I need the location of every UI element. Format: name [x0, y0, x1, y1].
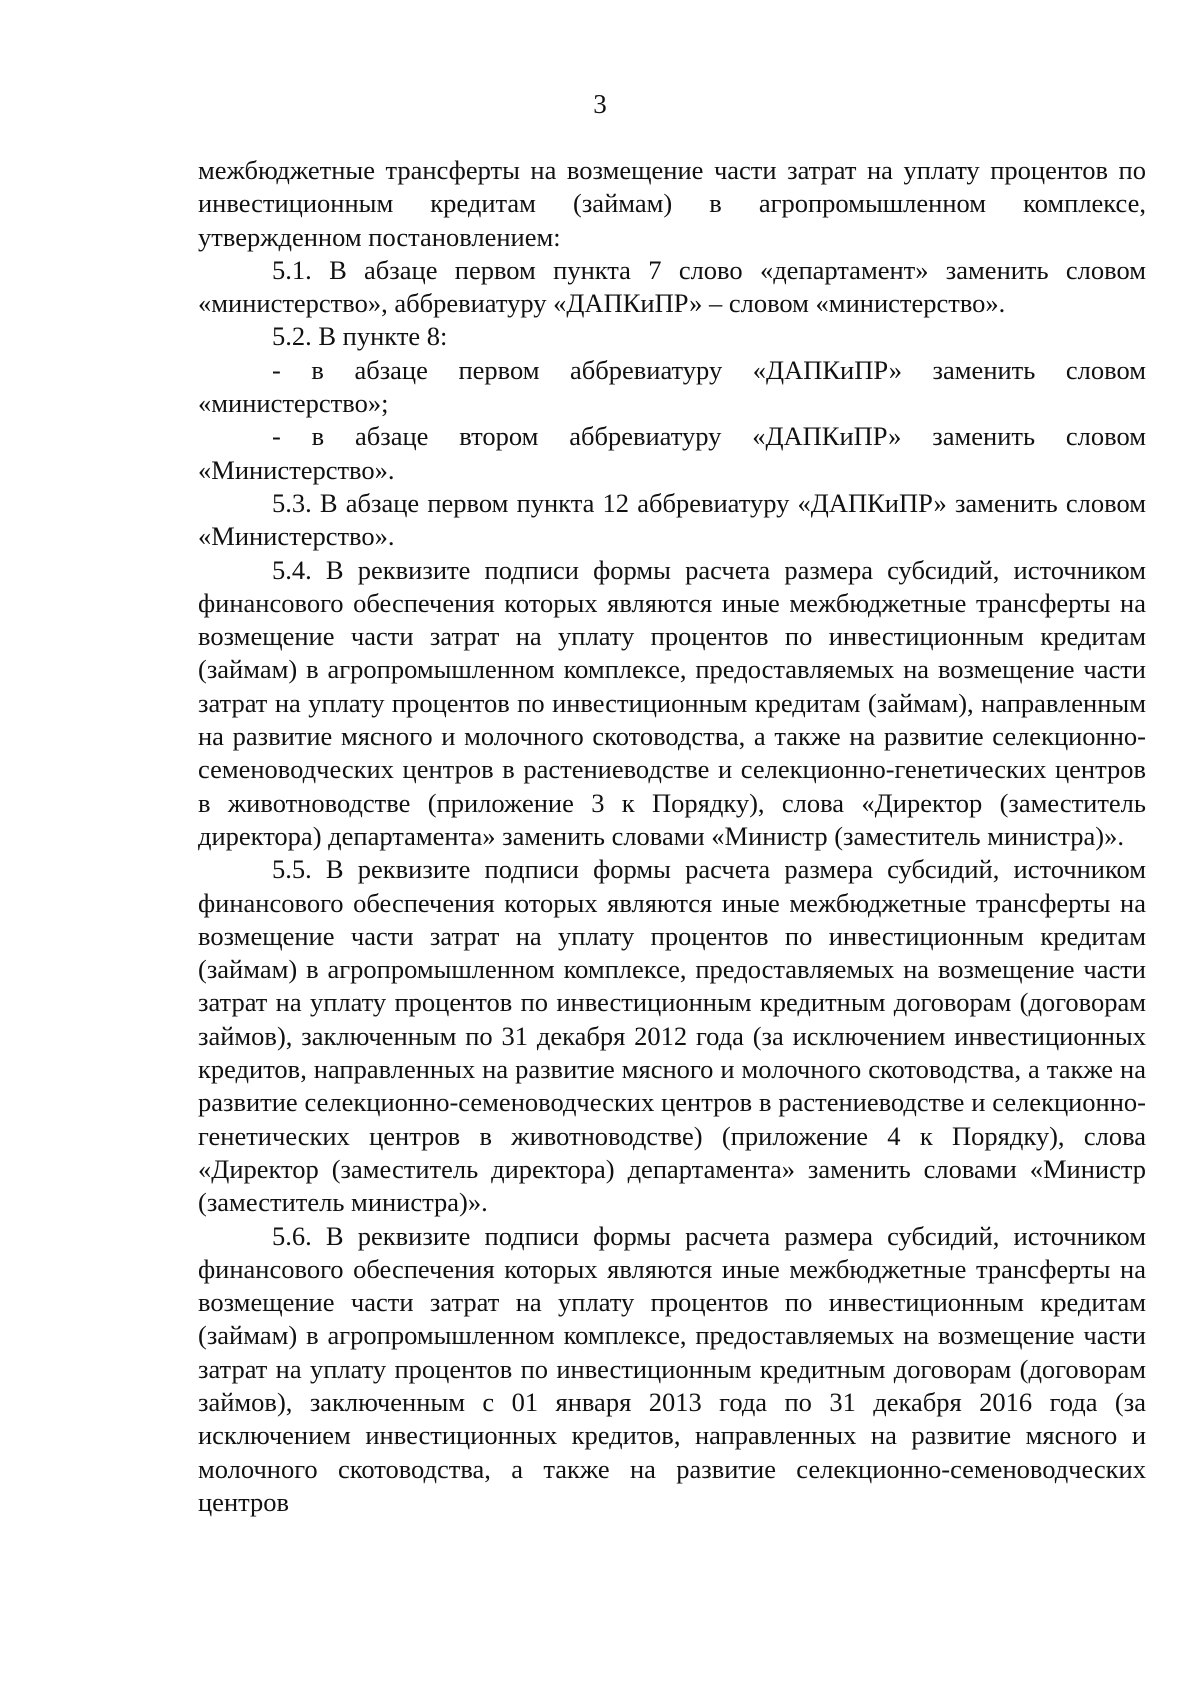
paragraph-5-4: 5.4. В реквизите подписи формы расчета размера субсидий, источником финансового обеспечения которых являются иные межбюджетные трансферты на возмещение части затрат на уплату процентов по инвестиционным кредитам (займам) в агропромышленном комплексе, предоставляемых на возмещение части затрат на уплату процентов по инвестиционным кредитам (займам), направленным на развитие мясного и молочного скотоводства, а также на развитие селекционно-семеноводческих центров в растениеводстве и селекционно-генетических центров в животноводстве (приложение 3 к Порядку), слова «Директор (заместитель директора) департамента» заменить словами «Министр (заместитель министра)». [198, 554, 1146, 851]
page-number: 3 [593, 89, 607, 119]
paragraph-5-5: 5.5. В реквизите подписи формы расчета размера субсидий, источником финансового обеспечения которых являются иные межбюджетные трансферты на возмещение части затрат на уплату процентов по инвестиционным кредитам (займам) в агропромышленном комплексе, предоставляемых на возмещение части затрат на уплату процентов по инвестиционным кредитным договорам (договорам займов), заключенным по 31 декабря 2012 года (за исключением инвестиционных кредитов, направленных на развитие мясного и молочного скотоводства, а также на развитие селекционно-семеноводческих центров в растениеводстве и селекционно-генетических центров в животноводстве) (приложение 4 к Порядку), слова «Директор (заместитель директора) департамента» заменить словами «Министр (заместитель министра)». [198, 854, 1146, 1218]
document-body [198, 154, 1146, 1519]
paragraph-5-6: 5.6. В реквизите подписи формы расчета размера субсидий, источником финансового обеспечения которых являются иные межбюджетные трансферты на возмещение части затрат на уплату процентов по инвестиционным кредитам (займам) в агропромышленном комплексе, предоставляемых на возмещение части затрат на уплату процентов по инвестиционным кредитным договорам (договорам займов), заключенным с 01 января 2013 года по 31 декабря 2016 года (за исключением инвестиционных кредитов, направленных на развитие мясного и молочного скотоводства, а также на развитие селекционно-семеноводческих центров [198, 1220, 1146, 1517]
paragraph-5-2: 5.2. В пункте 8: [272, 321, 448, 352]
paragraph-5-2-second-abzac: - в абзаце втором аббревиатуру «ДАПКиПР» заменить словом «Министерство». [198, 421, 1146, 485]
paragraph-5-3: 5.3. В абзаце первом пункта 12 аббревиатуру «ДАПКиПР» заменить словом «Министерство». [198, 487, 1146, 552]
paragraph-intro-continuation: межбюджетные трансферты на возмещение части затрат на уплату процентов по инвестиционным кредитам (займам) в агропромышленном комплексе, утвержденном постановлением: [198, 155, 1146, 252]
paragraph-5-2-first-abzac: - в абзаце первом аббревиатуру «ДАПКиПР» заменить словом «министерство»; [198, 354, 1146, 419]
paragraph-5-1: 5.1. В абзаце первом пункта 7 слово «департамент» заменить словом «министерство», аббревиатуру «ДАПКиПР» – словом «министерство». [198, 254, 1146, 319]
